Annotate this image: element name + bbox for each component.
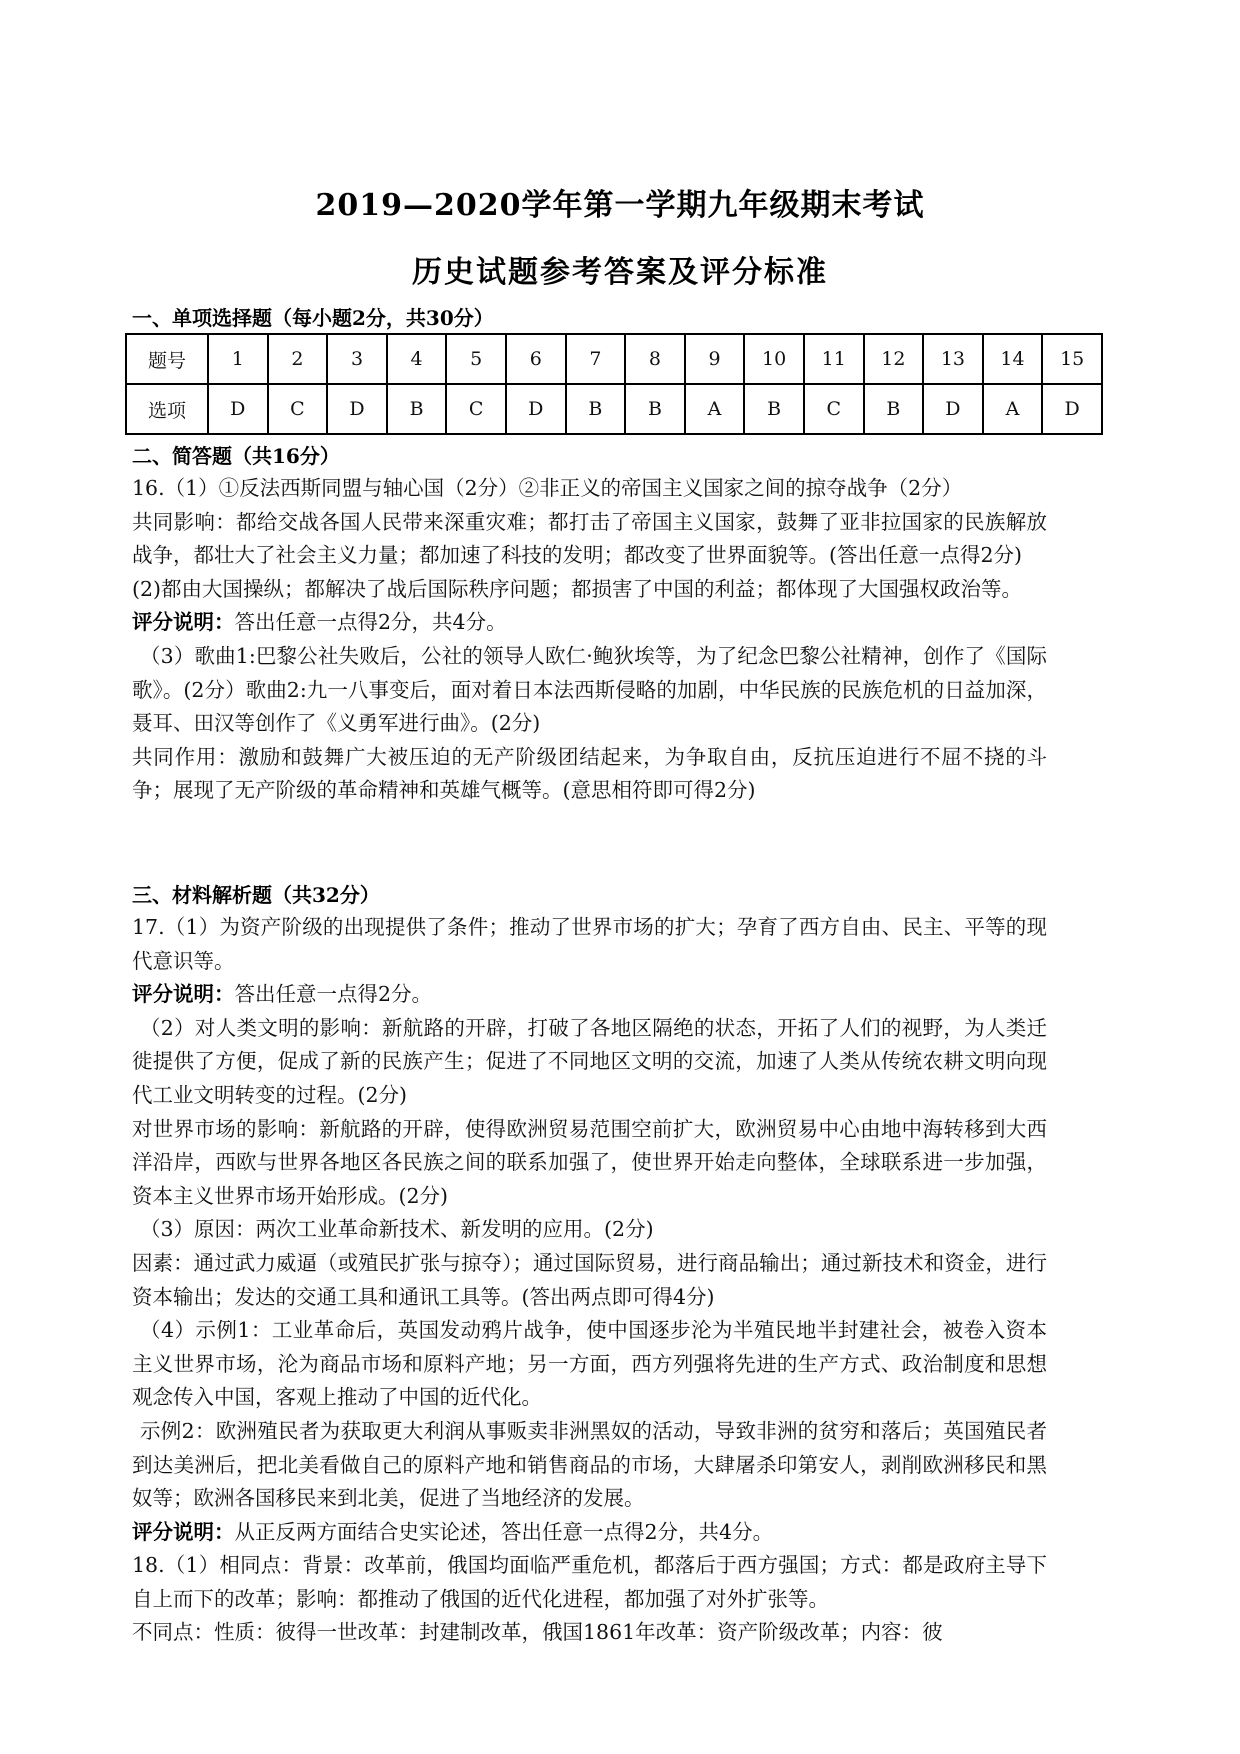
section3-heading: 三、材料解析题（共32分） [132,883,380,907]
q-number: 4 [387,334,447,384]
q-number: 12 [864,334,924,384]
row-label-answer: 选项 [126,384,208,434]
section3-body [132,911,1047,1650]
q-number: 13 [923,334,983,384]
q-number: 9 [685,334,745,384]
scoring-note [132,978,1047,1012]
q-answer: D [208,384,268,434]
q17-part2-civilization: （2）对人类文明的影响：新航路的开辟，打破了各地区隔绝的状态，开拓了人们的视野，为人类迁徙提供了方便，促成了新的民族产生；促进了不同地区文明的交流，加速了人类从传统农耕文明向现代工业文明转变的过程。(2分) [132,1015,1047,1107]
scoring-note [132,606,1047,640]
q-number: 8 [625,334,685,384]
q-answer: A [983,384,1043,434]
q-number: 10 [744,334,804,384]
number-row [126,334,1102,384]
q-number: 15 [1042,334,1102,384]
q-answer: B [625,384,685,434]
q-answer: C [268,384,328,434]
q-answer: B [744,384,804,434]
q16-part2: (2)都由大国操纵；都解决了战后国际秩序问题；都损害了中国的利益；都体现了大国强权政治等。 [132,576,1023,601]
row-label-number: 题号 [126,334,208,384]
q16-part1-impact: 共同影响：都给交战各国人民带来深重灾难；都打击了帝国主义国家，鼓舞了亚非拉国家的民族解放战争，都壮大了社会主义力量；都加速了科技的发明；都改变了世界面貌等。(答出任意一点得2分) [132,509,1047,568]
q-answer: A [685,384,745,434]
q-number: 3 [327,334,387,384]
q17-part4-example1: （4）示例1：工业革命后，英国发动鸦片战争，使中国逐步沦为半殖民地半封建社会，被卷入资本主义世界市场，沦为商品市场和原料产地；另一方面，西方列强将先进的生产方式、政治制度和思想观念传入中国，客观上推动了中国的近代化。 [132,1318,1047,1410]
section2-heading: 二、简答题（共16分） [132,444,340,468]
q-number: 11 [804,334,864,384]
q16-part1: 16.（1）①反法西斯同盟与轴心国（2分）②非正义的帝国主义国家之间的掠夺战争（2分） [132,476,963,500]
q-answer: D [923,384,983,434]
q17-part3-cause: （3）原因：两次工业革命新技术、新发明的应用。(2分) [140,1217,654,1242]
scoring-text: 答出任意一点得2分。 [234,982,433,1007]
q-answer: C [446,384,506,434]
q-answer: D [506,384,566,434]
section2-body [132,472,1047,808]
q-answer: C [804,384,864,434]
q-answer: D [327,384,387,434]
section1-heading: 一、单项选择题（每小题2分，共30分） [132,306,494,330]
scoring-label: 评分说明： [132,982,235,1007]
q-number: 14 [983,334,1043,384]
q-answer: B [387,384,447,434]
exam-subtitle: 历史试题参考答案及评分标准 [412,255,828,290]
q18-part1-differences: 不同点：性质：彼得一世改革：封建制改革，俄国1861年改革：资产阶级改革；内容：彼 [132,1620,943,1645]
q-number: 2 [268,334,328,384]
q-number: 6 [506,334,566,384]
q16-part3-role: 共同作用：激励和鼓舞广大被压迫的无产阶级团结起来，为争取自由，反抗压迫进行不屈不挠的斗争；展现了无产阶级的革命精神和英雄气概等。(意思相符即可得2分) [132,744,1047,803]
q-answer: D [1042,384,1102,434]
answer-table [125,333,1103,435]
scoring-text: 从正反两方面结合史实论述，答出任意一点得2分，共4分。 [234,1519,774,1544]
q18-part1-similarities: 18.（1）相同点：背景：改革前，俄国均面临严重危机，都落后于西方强国；方式：都是政府主导下自上而下的改革；影响：都推动了俄国的近代化进程，都加强了对外扩张等。 [132,1553,1047,1611]
q17-part2-market: 对世界市场的影响：新航路的开辟，使得欧洲贸易范围空前扩大，欧洲贸易中心由地中海转移到大西洋沿岸，西欧与世界各地区各民族之间的联系加强了，使世界开始走向整体，全球联系进一步加强，资本主义世界市场开始形成。(2分) [132,1116,1047,1208]
scoring-label: 评分说明： [132,1519,235,1544]
q17-part3-factors: 因素：通过武力威逼（或殖民扩张与掠夺）；通过国际贸易，进行商品输出；通过新技术和资金，进行资本输出；发达的交通工具和通讯工具等。(答出两点即可得4分) [132,1250,1047,1309]
scoring-label: 评分说明： [132,610,235,635]
q-number: 1 [208,334,268,384]
q17-part1: 17.（1）为资产阶级的出现提供了条件；推动了世界市场的扩大；孕育了西方自由、民主、平等的现代意识等。 [132,915,1047,973]
scoring-text: 答出任意一点得2分，共4分。 [234,610,507,635]
answer-row [126,384,1102,434]
q17-part4-example2: 示例2：欧洲殖民者为获取更大利润从事贩卖非洲黑奴的活动，导致非洲的贫穷和落后；英国殖民者到达美洲后，把北美看做自己的原料产地和销售商品的市场，大肆屠杀印第安人，剥削欧洲移民和黑奴等；欧洲各国移民来到北美，促进了当地经济的发展。 [132,1418,1047,1511]
q-number: 5 [446,334,506,384]
q-number: 7 [566,334,626,384]
exam-title: 2019—2020学年第一学期九年级期末考试 [315,188,925,223]
q16-part3: （3）歌曲1:巴黎公社失败后，公社的领导人欧仁·鲍狄埃等，为了纪念巴黎公社精神，创作了《国际歌》。(2分）歌曲2:九一八事变后，面对着日本法西斯侵略的加剧，中华民族的民族危机的日益加深，聂耳、田汉等创作了《义勇军进行曲》。(2分) [132,643,1047,736]
q-answer: B [864,384,924,434]
q-answer: B [566,384,626,434]
scoring-note [132,1516,1047,1550]
